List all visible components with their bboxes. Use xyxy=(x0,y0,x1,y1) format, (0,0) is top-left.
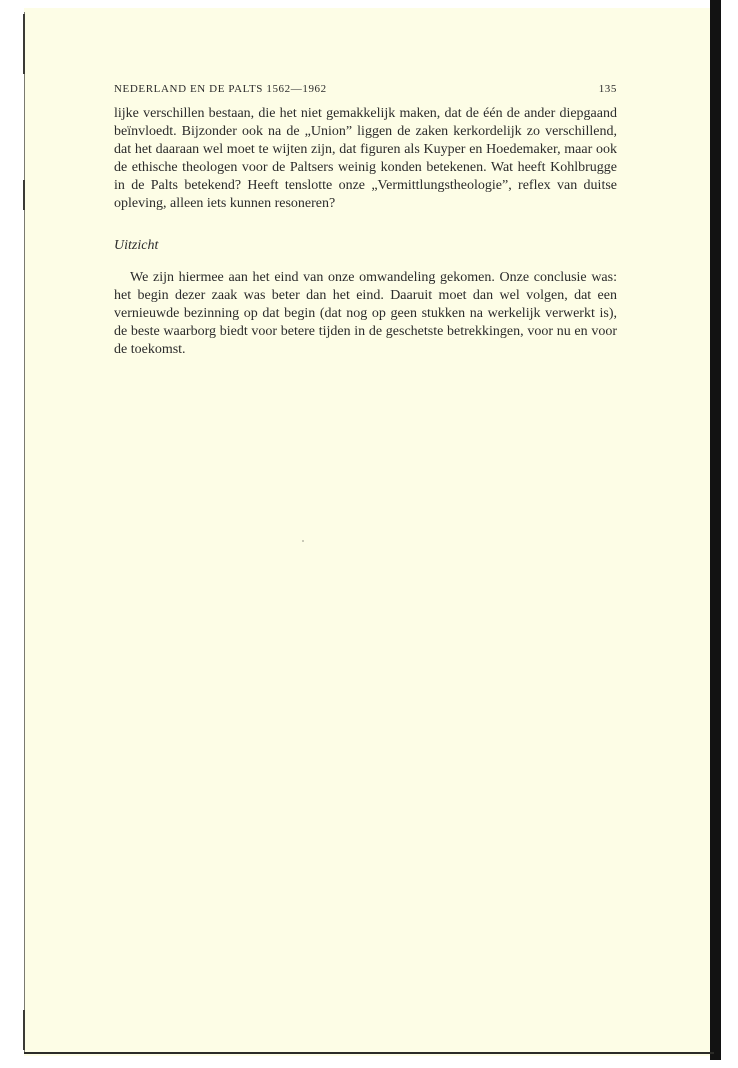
paper-speck xyxy=(302,540,304,542)
running-header xyxy=(114,81,617,97)
page-number: 135 xyxy=(598,83,617,95)
right-scan-border xyxy=(710,0,721,1060)
paragraph-continuation: lijke verschillen bestaan, die het niet gemakkelijk maken, dat de één de ander diepgaand beïnvloedt. Bijzonder ook na de „Union” liggen de zaken kerkordelijk zo verschillend, dat het daaraan wel moet te wijten zijn, dat figuren als Kuyper en Hoedemaker, maar ook de ethische theologen voor de Paltsers weinig konden betekenen. Wat heeft Kohlbrugge in de Palts betekend? Heeft tenslotte onze „Vermittlungstheologie”, reflex van duitse opleving, alleen iets kunnen resoneren? xyxy=(114,106,617,211)
section-heading: Uitzicht xyxy=(114,238,159,253)
page-text-block xyxy=(114,81,617,359)
paragraph-uitzicht: We zijn hiermee aan het eind van onze omwandeling gekomen. Onze conclusie was: het begin dezer zaak was beter dan het eind. Daaruit moet dan wel volgen, dat een vernieuwde bezinning op dat begin (dat nog op geen stukken na werkelijk verwerkt is), de beste waarborg biedt voor betere tijden in de geschetste betrekkingen, voor nu en voor de toekomst. xyxy=(114,270,617,357)
left-edge-mark-top xyxy=(23,14,25,74)
bottom-scan-edge xyxy=(24,1052,714,1054)
left-edge-mark-middle xyxy=(23,180,25,210)
left-page-edge xyxy=(24,12,25,1052)
left-edge-mark-bottom xyxy=(23,1010,25,1050)
running-title: NEDERLAND EN DE PALTS 1562—1962 xyxy=(114,83,327,95)
